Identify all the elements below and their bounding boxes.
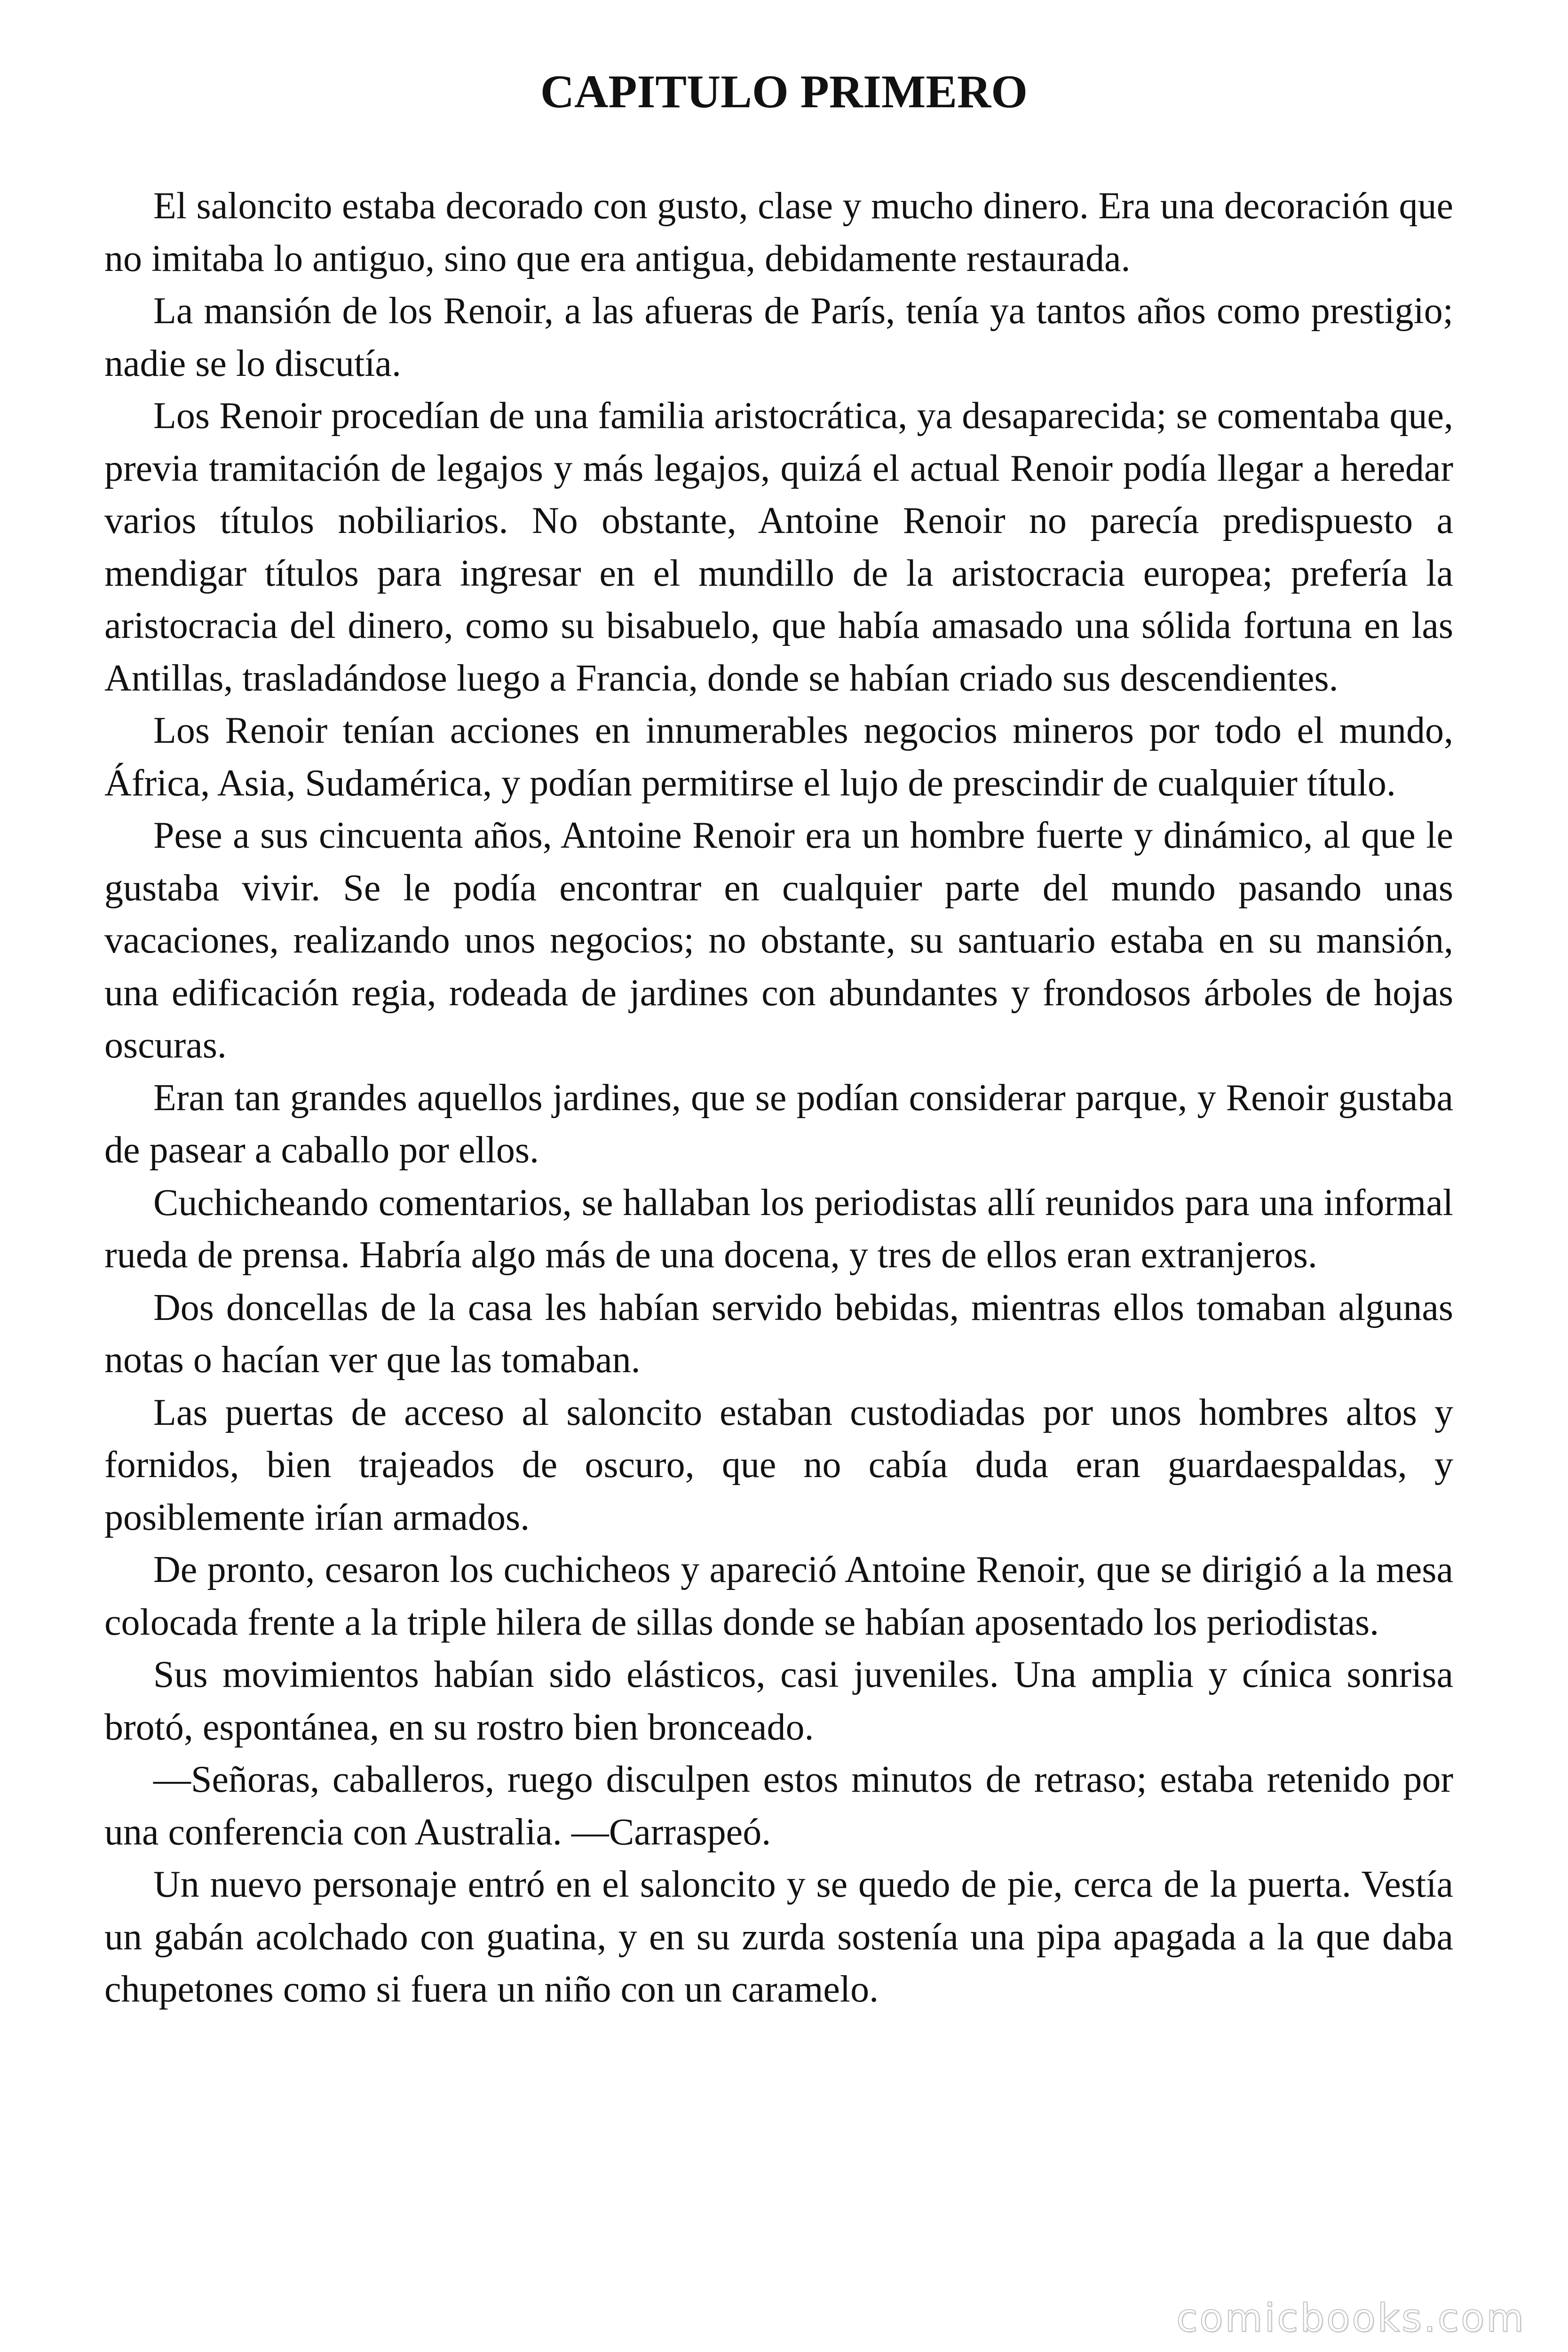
paragraph: Los Renoir tenían acciones en innumerables negocios mineros por todo el mundo, África, Asia, Sudamérica, y podían permitirse el lujo de prescindir de cualquier título. (104, 710, 1453, 804)
paragraph: Dos doncellas de la casa les habían servido bebidas, mientras ellos tomaban algunas notas o hacían ver que las tomaban. (104, 1287, 1453, 1381)
paragraph: El saloncito estaba decorado con gusto, clase y mucho dinero. Era una decoración que no imitaba lo antiguo, sino que era antigua, debidamente restaurada. (104, 185, 1453, 279)
chapter-text (104, 180, 1453, 2016)
paragraph: Los Renoir procedían de una familia aristocrática, ya desaparecida; se comentaba que, previa tramitación de legajos y más legajos, quizá el actual Renoir podía llegar a heredar varios títulos nobiliarios. No obstante, Antoine Renoir no parecía predispuesto a mendigar títulos para ingresar en el mundillo de la aristocracia europea; prefería la aristocracia del dinero, como su bisabuelo, que había amasado una sólida fortuna en las Antillas, trasladándose luego a Francia, donde se habían criado sus descendientes. (104, 395, 1453, 699)
chapter-title: CAPITULO PRIMERO (540, 65, 1028, 118)
paragraph: Pese a sus cincuenta años, Antoine Renoir era un hombre fuerte y dinámico, al que le gustaba vivir. Se le podía encontrar en cualquier parte del mundo pasando unas vacaciones, realizando unos negocios; no obstante, su santuario estaba en su mansión, una edificación regia, rodeada de jardines con abundantes y frondosos árboles de hojas oscuras. (104, 815, 1453, 1066)
watermark: comicbooks.com (1176, 2296, 1526, 2341)
paragraph: Cuchicheando comentarios, se hallaban los periodistas allí reunidos para una informal rueda de prensa. Habría algo más de una docena, y tres de ellos eran extranjeros. (104, 1182, 1453, 1276)
paragraph: Las puertas de acceso al saloncito estaban custodiadas por unos hombres altos y fornidos, bien trajeados de oscuro, que no cabía duda eran guardaespaldas, y posiblemente irían armados. (104, 1391, 1453, 1538)
paragraph: Sus movimientos habían sido elásticos, casi juveniles. Una amplia y cínica sonrisa brotó, espontánea, en su rostro bien bronceado. (104, 1654, 1453, 1748)
paragraph: La mansión de los Renoir, a las afueras de París, tenía ya tantos años como prestigio; nadie se lo discutía. (104, 290, 1453, 384)
paragraph: Un nuevo personaje entró en el saloncito y se quedo de pie, cerca de la puerta. Vestía un gabán acolchado con guatina, y en su zurda sostenía una pipa apagada a la que daba chupetones como si fuera un niño con un caramelo. (104, 1864, 1453, 2010)
paragraph: —Señoras, caballeros, ruego disculpen estos minutos de retraso; estaba retenido por una conferencia con Australia. —Carraspeó. (104, 1759, 1453, 1853)
paragraph: Eran tan grandes aquellos jardines, que se podían considerar parque, y Renoir gustaba de pasear a caballo por ellos. (104, 1077, 1453, 1171)
paragraph: De pronto, cesaron los cuchicheos y apareció Antoine Renoir, que se dirigió a la mesa colocada frente a la triple hilera de sillas donde se habían aposentado los periodistas. (104, 1549, 1453, 1643)
